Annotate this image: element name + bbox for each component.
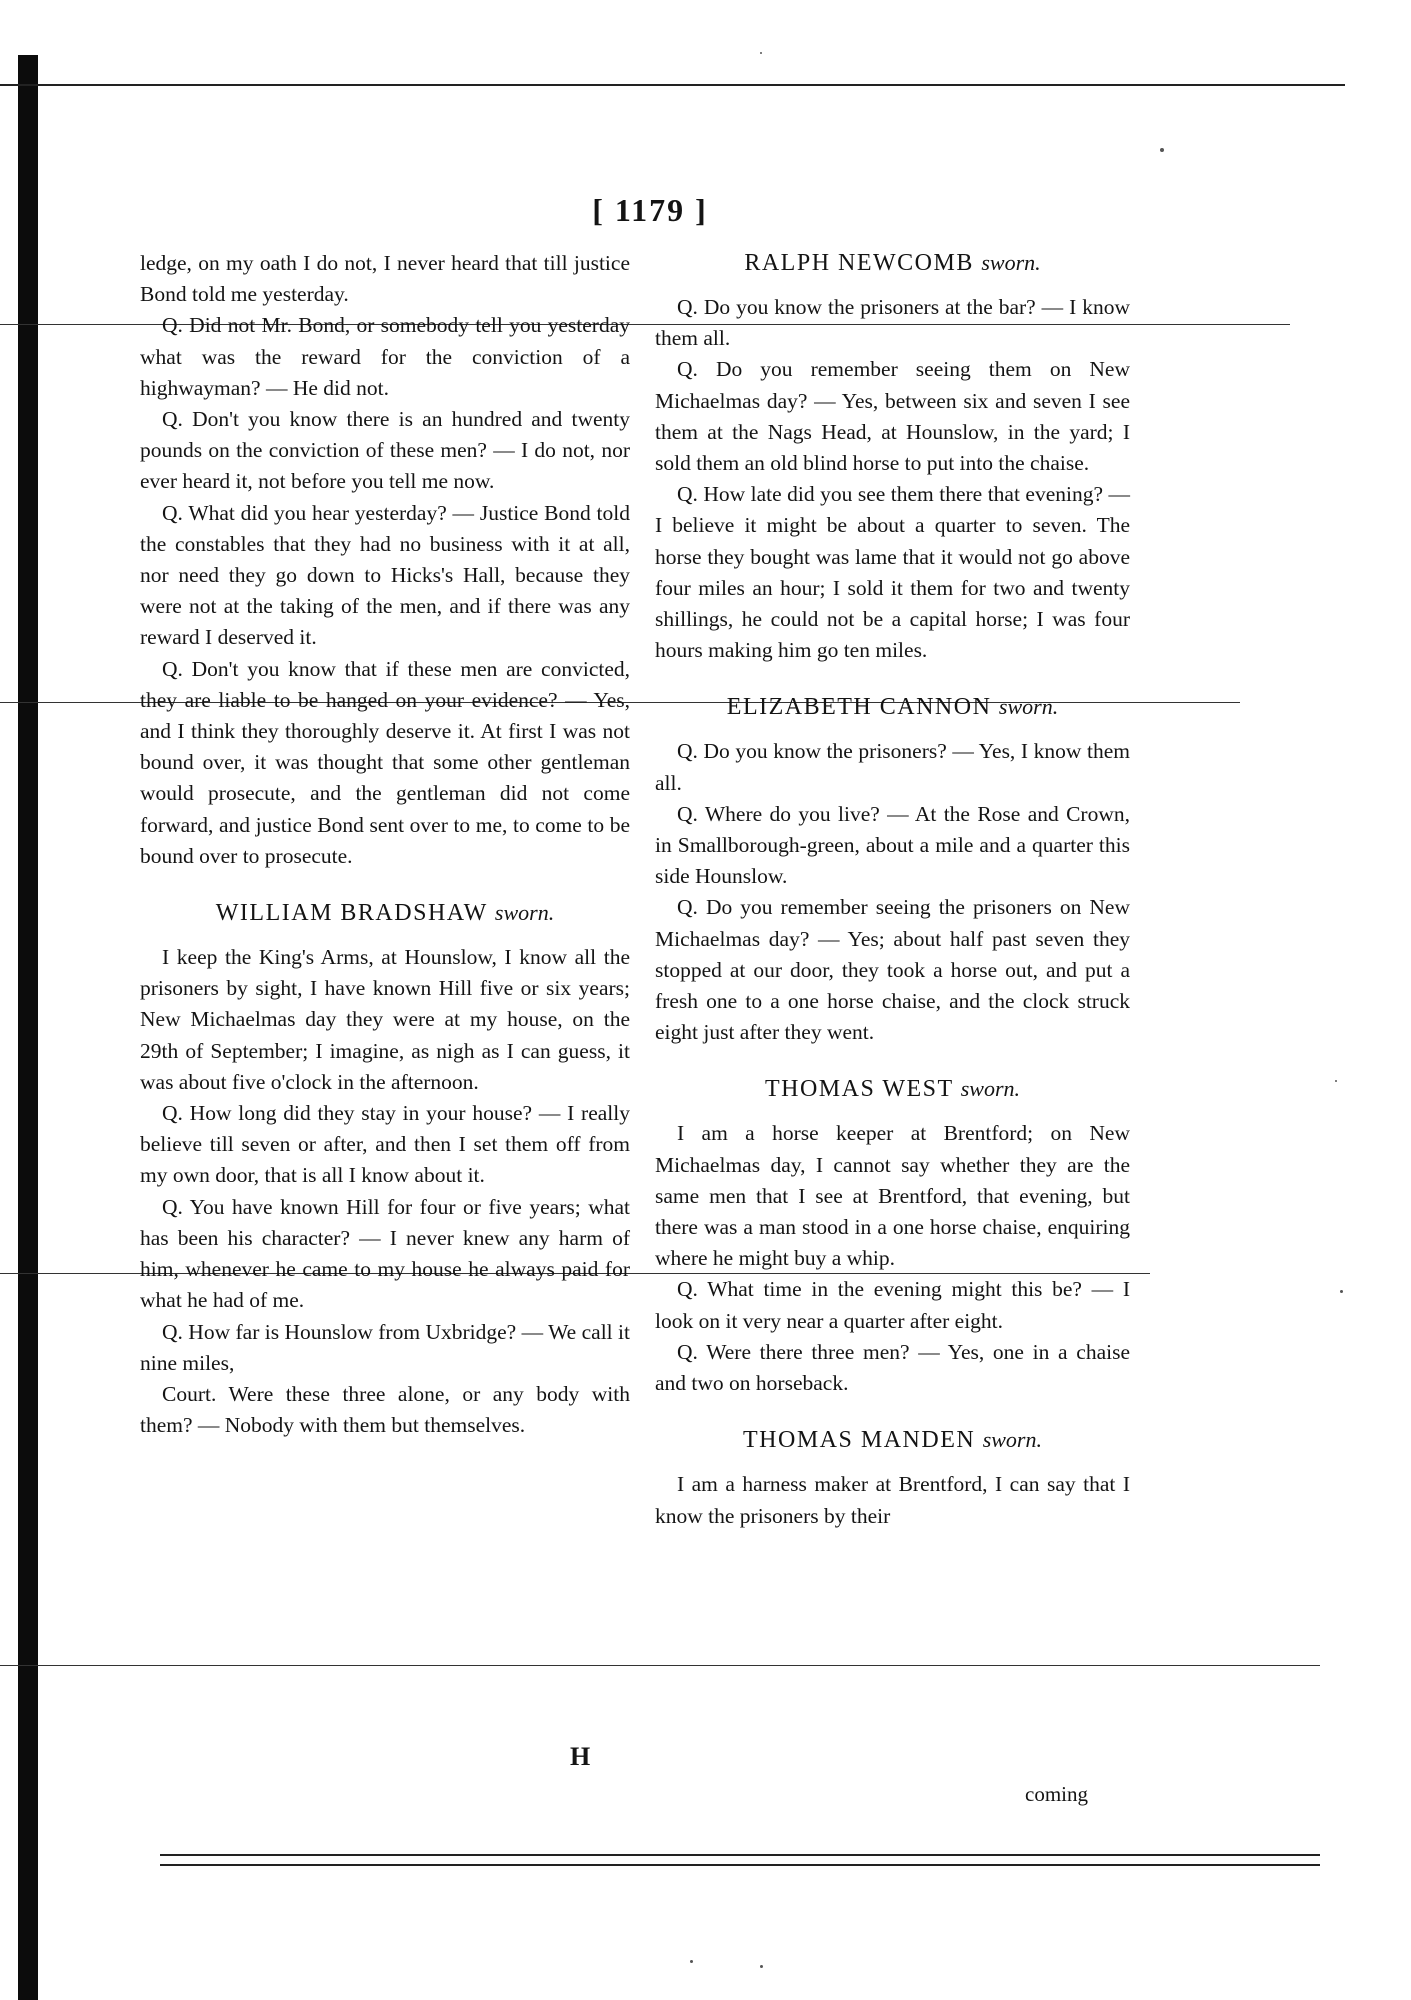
paragraph: Q. Do you know the prisoners at the bar? — I know them all. <box>655 295 1130 351</box>
witness-heading <box>655 248 1130 278</box>
witness-heading <box>655 1074 1130 1104</box>
scan-binding-edge <box>18 55 38 2000</box>
paragraph: Q. Don't you know there is an hundred and twenty pounds on the conviction of these men? — I do not, nor ever heard it, not before you tell me now. <box>140 407 630 494</box>
top-rule <box>0 84 1345 86</box>
paragraph: I am a horse keeper at Brentford; on New Michaelmas day, I cannot say whether they are the same men that I see at Brentford, that evening, but there was a man stood in a one horse chaise, enquiring where he might buy a whip. <box>655 1121 1130 1271</box>
sworn-label: sworn. <box>982 1427 1042 1453</box>
paragraph: Q. What time in the evening might this be? — I look on it very near a quarter after eight. <box>655 1277 1130 1333</box>
witness-name: ELIZABETH CANNON <box>726 694 992 721</box>
paragraph: Q. Did not Mr. Bond, or somebody tell you yesterday what was the reward for the conviction of a highwayman? — He did not. <box>140 313 630 400</box>
paragraph: Q. Were there three men? — Yes, one in a chaise and two on horseback. <box>655 1339 1130 1396</box>
paragraph: Q. Do you remember seeing them on New Michaelmas day? — Yes, between six and seven I see them at the Nags Head, at Hounslow, in the yard; I sold them an old blind horse to put into the chaise. <box>655 357 1130 476</box>
left-column <box>140 248 630 1441</box>
paragraph: Q. How far is Hounslow from Uxbridge? — We call it nine miles, <box>140 1319 630 1375</box>
sworn-label: sworn. <box>494 900 555 926</box>
catchword: coming <box>1025 1782 1088 1806</box>
scan-speck <box>1160 148 1164 152</box>
paragraph: Q. How long did they stay in your house? — I really believe till seven or after, and then I set them off from my own door, that is all I know about it. <box>140 1101 630 1188</box>
paragraph: Q. Where do you live? — At the Rose and Crown, in Smallborough-green, about a mile and a quarter this side Hounslow. <box>655 801 1130 889</box>
bottom-rule <box>160 1854 1320 1856</box>
paragraph: Q. How late did you see them there that evening? — I believe it might be about a quarter to seven. The horse they bought was lame that it would not go above four miles an hour; I sold it them for two and twenty shillings, he could not be a capital horse; I was four hours making him go ten miles. <box>655 482 1130 663</box>
paragraph: I am a harness maker at Brentford, I can say that I know the prisoners by their <box>655 1472 1130 1528</box>
paragraph: Q. Do you know the prisoners? — Yes, I know them all. <box>655 739 1130 795</box>
scan-speck <box>1335 1080 1337 1082</box>
witness-name: WILLIAM BRADSHAW <box>215 900 488 927</box>
scan-speck <box>1340 1290 1343 1293</box>
sworn-label: sworn. <box>998 694 1059 720</box>
sworn-label: sworn. <box>960 1076 1021 1102</box>
witness-name: RALPH NEWCOMB <box>744 250 974 276</box>
paragraph: Q. Do you remember seeing the prisoners on New Michaelmas day? — Yes; about half past seven they stopped at our door, they took a horse out, and put a fresh one to a one horse chaise, and the clock struck eight just after they went. <box>655 895 1130 1045</box>
signature-mark: H <box>570 1742 591 1771</box>
sworn-label: sworn. <box>981 250 1041 275</box>
paragraph: Court. Were these three alone, or any body with them? — Nobody with them but themselves. <box>140 1381 630 1438</box>
scan-speck <box>760 52 762 54</box>
witness-heading <box>655 1425 1130 1455</box>
scan-artifact-line <box>0 1665 1320 1666</box>
paragraph: Q. Don't you know that if these men are convicted, they are liable to be hanged on your evidence? — Yes, and I think they thoroughly deserve it. At first I was not bound over, it was thought that some other gentleman would prosecute, and the gentleman did not come forward, and justice Bond sent over to me, to come to be bound over to prosecute. <box>140 656 630 868</box>
paragraph: Q. You have known Hill for four or five years; what has been his character? — I never knew any harm of him, whenever he came to my house he always paid for what he had of me. <box>140 1194 630 1313</box>
paragraph: ledge, on my oath I do not, I never heard that till justice Bond told me yesterday. <box>140 251 630 307</box>
page-number: [ 1179 ] <box>592 192 708 228</box>
scan-speck <box>690 1960 693 1963</box>
witness-heading <box>655 692 1130 722</box>
right-column <box>655 248 1130 1532</box>
scan-speck <box>760 1965 763 1968</box>
witness-name: THOMAS MANDEN <box>743 1427 976 1454</box>
witness-heading <box>140 898 630 928</box>
bottom-rule <box>160 1864 1320 1866</box>
paragraph: Q. What did you hear yesterday? — Justice Bond told the constables that they had no business with it at all, nor need they go down to Hicks's Hall, because they were not at the taking of the men, and if there was any reward I deserved it. <box>140 500 630 650</box>
paragraph: I keep the King's Arms, at Hounslow, I know all the prisoners by sight, I have known Hill five or six years; New Michaelmas day they were at my house, on the 29th of September; I imagine, as nigh as I can guess, it was about five o'clock in the afternoon. <box>140 945 630 1094</box>
witness-name: THOMAS WEST <box>764 1076 954 1103</box>
